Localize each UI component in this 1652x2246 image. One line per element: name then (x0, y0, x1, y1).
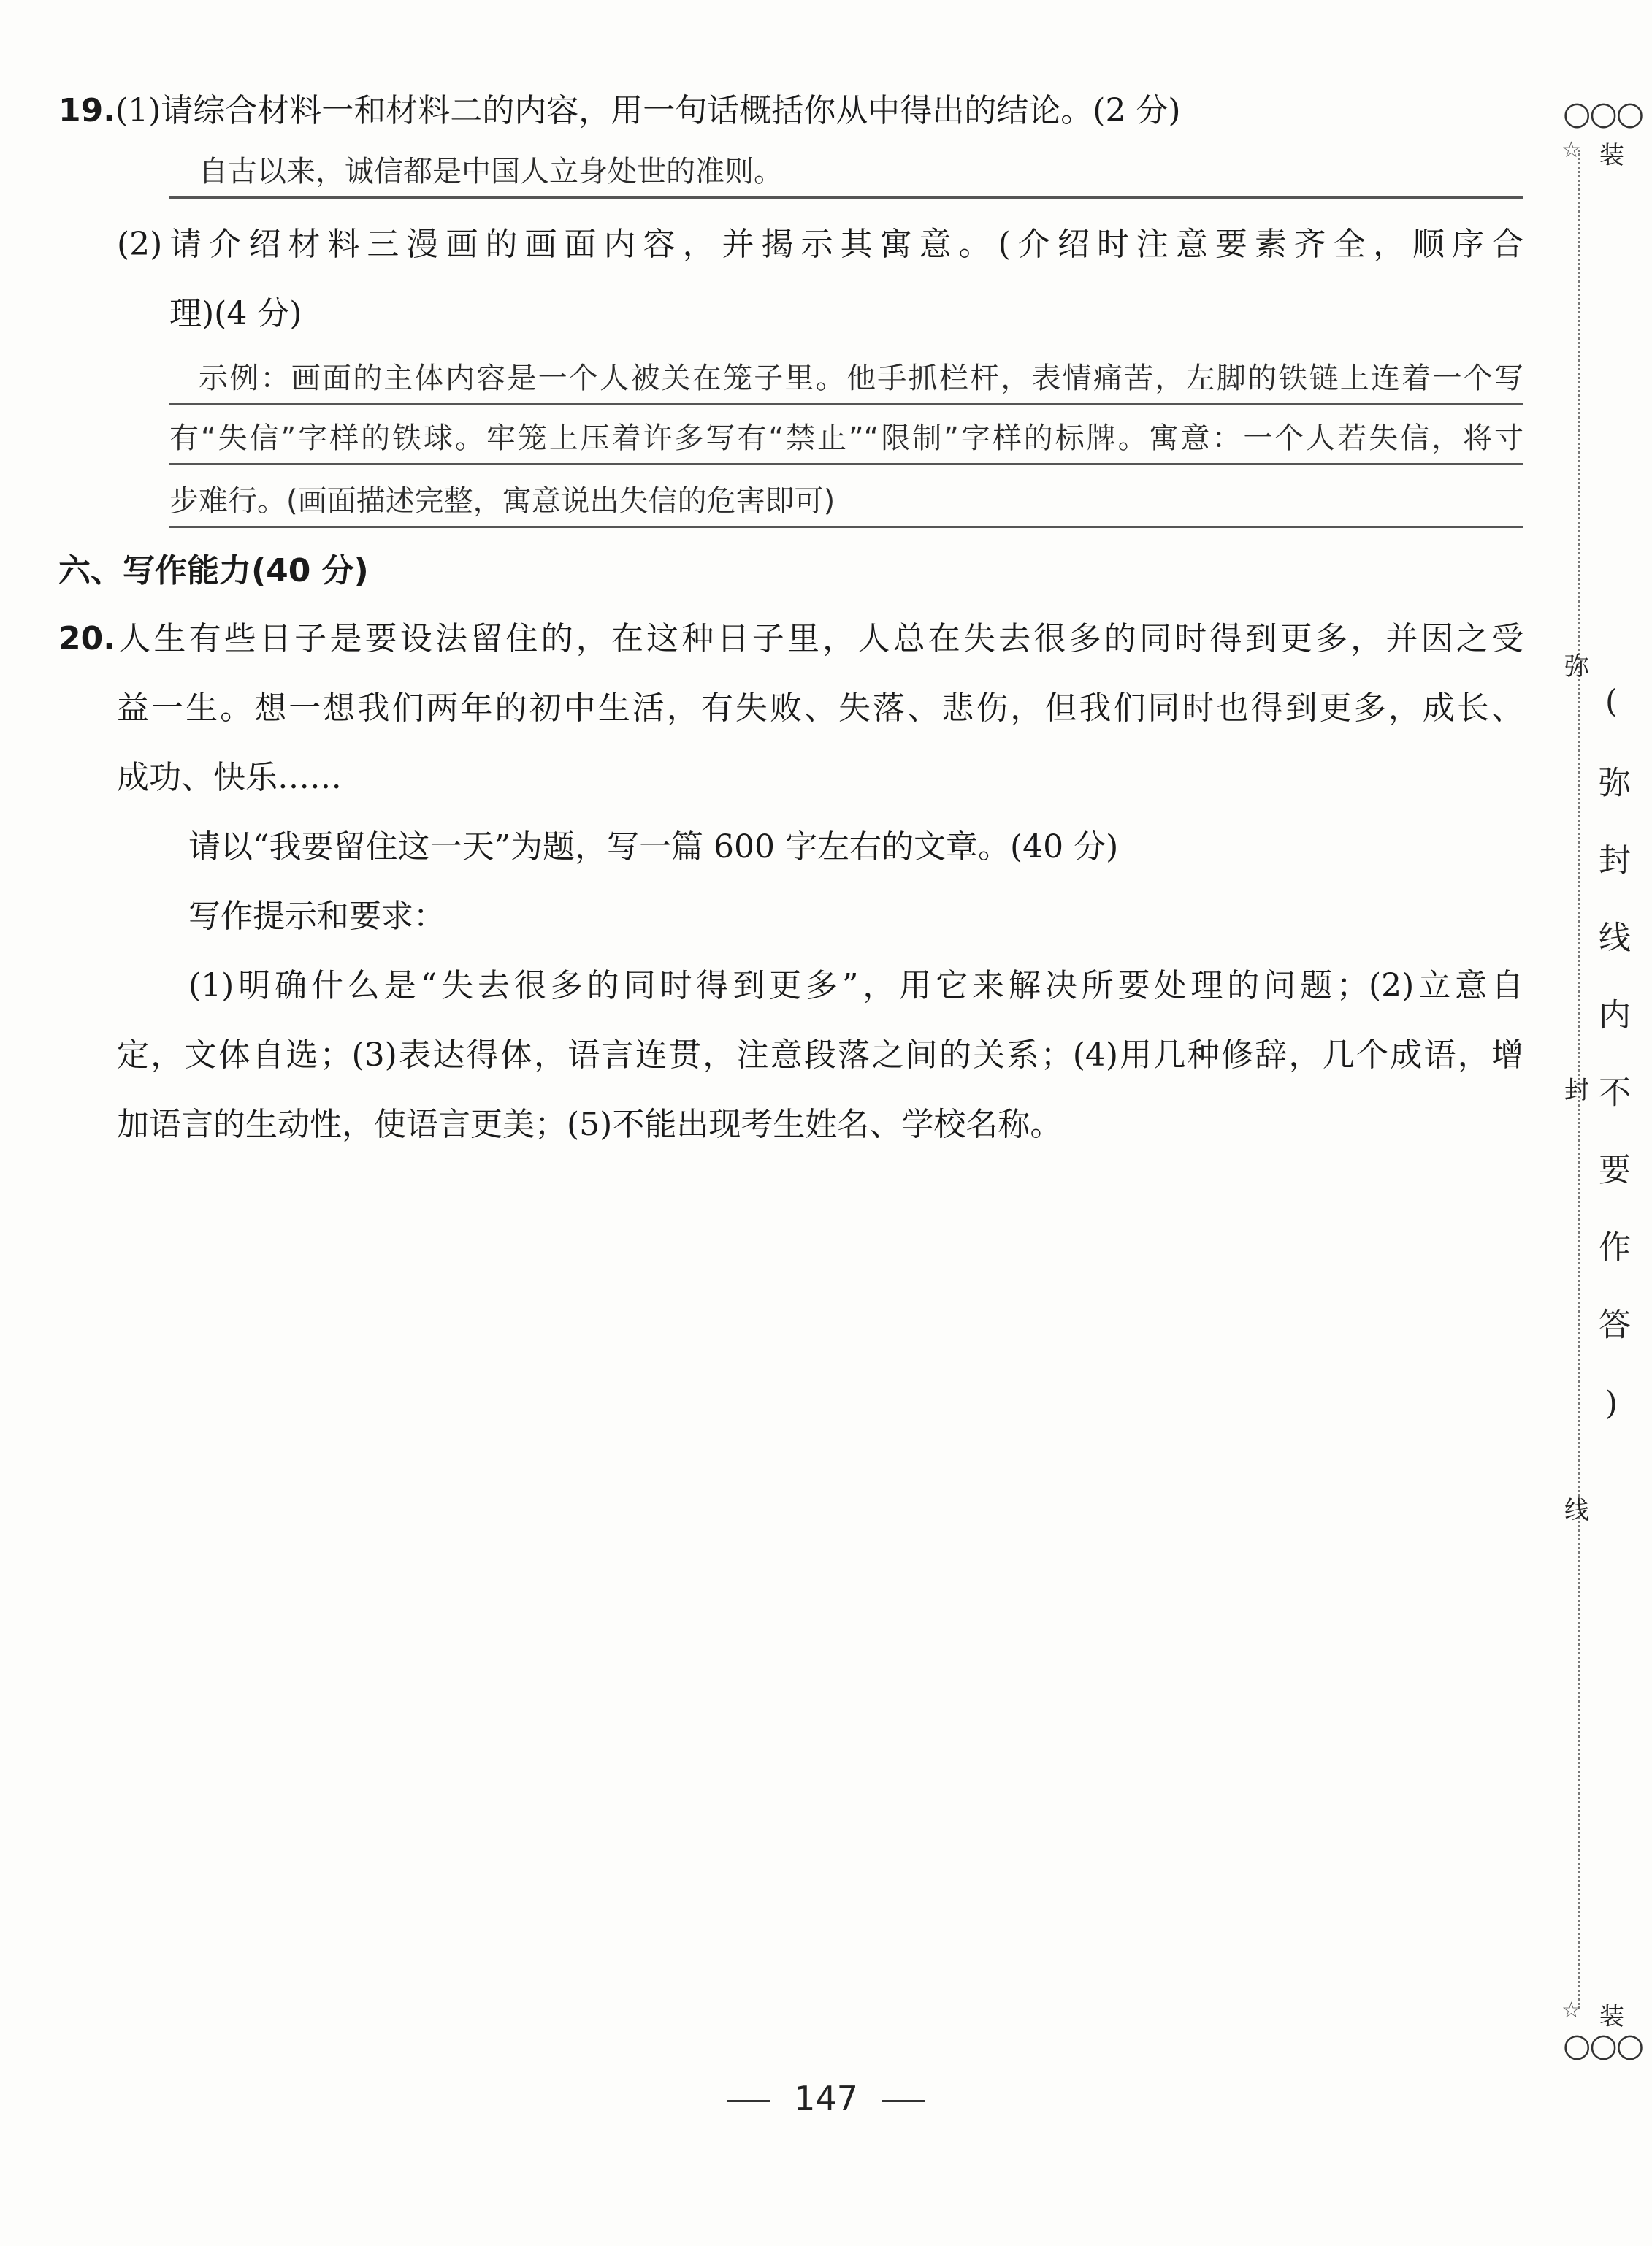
q19-part1-answer: 自古以来，诚信都是中国人立身处世的准则。 (199, 155, 783, 188)
q20-number: 20. (58, 620, 115, 657)
q19-part2-answer-line3: 步难行。(画面描述完整，寓意说出失信的危害即可) (169, 484, 835, 518)
q20-task: 请以“我要留住这一天”为题，写一篇 600 字左右的文章。(40 分) (188, 828, 1119, 866)
binding-label-mi: 弥 (1564, 652, 1589, 681)
section-heading: 六、写作能力(40 分) (58, 552, 369, 589)
q19-number: 19. (58, 92, 115, 129)
page-number-text: 147 (794, 2079, 858, 2118)
page-number-dash-left (727, 2100, 770, 2102)
q19-part2-answer-line1[interactable]: 示例：画面的主体内容是一个人被关在笼子里。他手抓栏杆，表情痛苦，左脚的铁链上连着一个写 (169, 356, 1523, 405)
q19-part1-prompt (58, 89, 1181, 133)
q19-part2-answer-line3-wrap[interactable] (169, 479, 1523, 528)
binding-label-xian: 线 (1564, 1496, 1589, 1525)
q20-tips-heading: 写作提示和要求： (188, 898, 445, 935)
q20-requirements-line3: 加语言的生动性，使语言更美；(5)不能出现考生姓名、学校名称。 (117, 1106, 1063, 1143)
q19-part1-text: (1)请综合材料一和材料二的内容，用一句话概括你从中得出的结论。(2 分) (115, 92, 1181, 129)
q20-line1-text: 人生有些日子是要设法留住的，在这种日子里，人总在失去很多的同时得到更多，并因之受 (115, 620, 1523, 657)
binding-label-zhuang-top: 装 (1599, 141, 1624, 170)
q20-requirements-line2: 定，文体自选；(3)表达得体，语言连贯，注意段落之间的关系；(4)用几种修辞，几个成语，增 (117, 1036, 1523, 1074)
binding-circles-top: ○○○ (1563, 95, 1643, 132)
page-number-dash-right (882, 2100, 925, 2102)
q20-line2: 益一生。想一想我们两年的初中生活，有失败、失落、悲伤，但我们同时也得到更多，成长、 (117, 690, 1523, 727)
binding-label-feng: 封 (1564, 1076, 1589, 1105)
q20-line1 (58, 617, 1523, 661)
star-icon: ☆ (1561, 1998, 1581, 2023)
q19-part2-prompt-line1: (2)请介绍材料三漫画的画面内容，并揭示其寓意。(介绍时注意要素齐全，顺序合 (117, 226, 1523, 263)
q20-requirements-line1: (1)明确什么是“失去很多的同时得到更多”，用它来解决所要处理的问题；(2)立意自 (188, 967, 1523, 1004)
page-number (0, 2079, 1652, 2118)
binding-label-zhuang-bottom: 装 (1599, 2002, 1624, 2031)
q19-part2-answer-line2[interactable]: 有“失信”字样的铁球。牢笼上压着许多写有“禁止”“限制”字样的标牌。寓意：一个人若失信，将寸 (169, 416, 1523, 465)
q19-part1-answer-line[interactable] (169, 150, 1523, 199)
binding-notice: (弥封线内不要作答) (1593, 683, 1630, 1467)
q20-line3: 成功、快乐…… (117, 759, 342, 796)
q19-part2-prompt-line2: 理)(4 分) (169, 295, 302, 332)
star-icon: ☆ (1561, 137, 1581, 163)
binding-circles-bottom: ○○○ (1563, 2027, 1643, 2064)
